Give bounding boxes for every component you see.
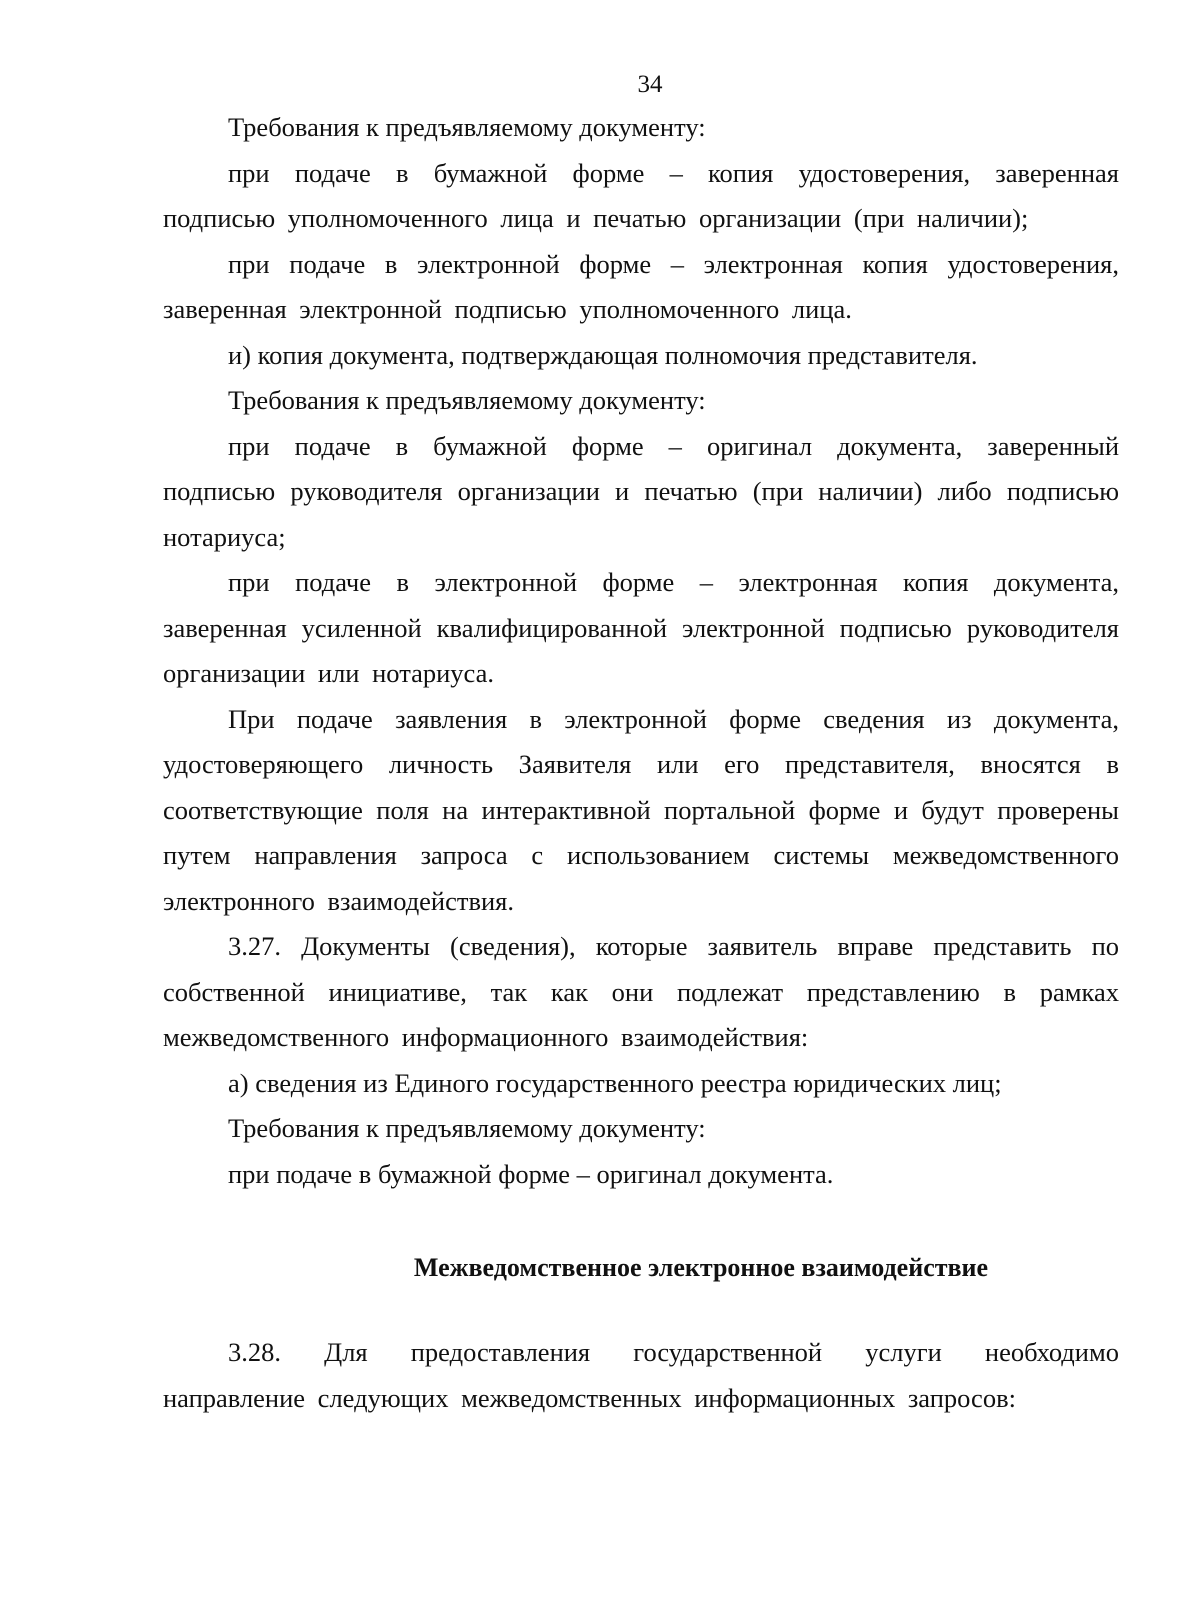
paragraph: При подаче заявления в электронной форме сведения из документа, удостоверяющего личность Заявителя или его представителя, вносятся в соответствующие поля на интерактивной портальной форме и будут проверены путем направления запроса с использованием системы межведомственного электронного взаимодействия. <box>163 703 1119 916</box>
paragraph: 3.27. Документы (сведения), которые заявитель вправе представить по собственной инициативе, так как они подлежат представлению в рамках межведомственного информационного взаимодействия: <box>163 931 1119 1052</box>
paragraph: при подаче в бумажной форме – оригинал документа, заверенный подписью руководителя организации и печатью (при наличии) либо подписью нотариуса; <box>163 430 1119 552</box>
spacer <box>163 1197 1119 1245</box>
paragraph: и) копия документа, подтверждающая полномочия представителя. <box>228 339 978 370</box>
paragraph: 3.28. Для предоставления государственной услуги необходимо направление следующих межведомственных информационных запросов: <box>163 1337 1119 1413</box>
page-number: 34 <box>637 71 663 98</box>
paragraph: при подаче в электронной форме – электронная копия документа, заверенная усиленной квалифицированной электронной подписью руководителя организации или нотариуса. <box>163 567 1119 688</box>
paragraph: а) сведения из Единого государственного реестра юридических лиц; <box>228 1067 1002 1098</box>
paragraph: Требования к предъявляемому документу: <box>228 112 706 142</box>
paragraph: при подаче в бумажной форме – копия удостоверения, заверенная подписью уполномоченного лица и печатью организации (при наличии); <box>163 157 1119 233</box>
spacer <box>163 1290 1119 1330</box>
paragraph: Требования к предъявляемому документу: <box>228 385 706 415</box>
paragraph: при подаче в бумажной форме – оригинал документа. <box>228 1158 834 1189</box>
paragraph: при подаче в электронной форме – электронная копия удостоверения, заверенная электронной подписью уполномоченного лица. <box>163 248 1119 324</box>
document-body <box>163 105 1119 1421</box>
paragraph: Требования к предъявляемому документу: <box>228 1113 706 1143</box>
section-heading: Межведомственное электронное взаимодействие <box>413 1253 989 1282</box>
